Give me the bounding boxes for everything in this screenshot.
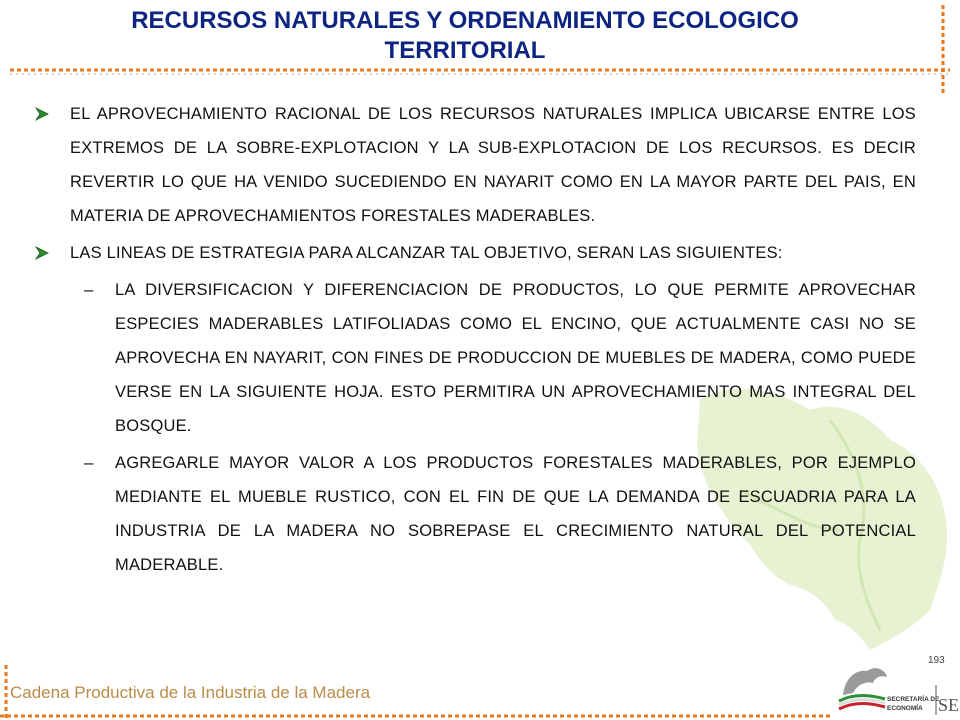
dash-marker: –: [84, 453, 94, 472]
sub-item: [34, 446, 916, 582]
sub-item-text: AGREGARLE MAYOR VALOR A LOS PRODUCTOS FORESTALES MADERABLES, POR EJEMPLO MEDIANTE EL MUEBLE RUSTICO, CON EL FIN DE QUE LA DEMANDA DE ESCUADRIA PARA LA INDUSTRIA DE LA MADERA NO SOBREPASE EL CRECIMIENTO NATURAL DEL POTENCIAL MADERABLE.: [115, 454, 916, 574]
logo-line2: ECONOMÍA: [887, 705, 923, 712]
footer-caption: Cadena Productiva de la Industria de la Madera: [10, 683, 371, 702]
dash-marker: –: [84, 280, 94, 299]
eagle-emblem-icon: [839, 668, 887, 709]
logo-mark: SE: [938, 695, 960, 715]
arrow-bullet-icon: [34, 245, 50, 261]
sub-item: [34, 273, 916, 443]
page-title: RECURSOS NATURALES Y ORDENAMIENTO ECOLOGICO TERRITORIAL: [131, 7, 799, 64]
sub-item-text: LA DIVERSIFICACION Y DIFERENCIACION DE PRODUCTOS, LO QUE PERMITE APROVECHAR ESPECIES MADERABLES LATIFOLIADAS COMO EL ENCINO, QUE ACTUALMENTE CASI NO SE APROVECHA EN NAYARIT, CON FINES DE PRODUCCION DE MUEBLES DE MADERA, COMO PUEDE VERSE EN LA SIGUIENTE HOJA. ESTO PERMITIRA UN APROVECHAMIENTO MAS INTEGRAL DEL BOSQUE.: [115, 281, 916, 435]
bullet-text: LAS LINEAS DE ESTRATEGIA PARA ALCANZAR TAL OBJETIVO, SERAN LAS SIGUIENTES:: [70, 244, 783, 262]
secretaria-economia-logo: [835, 655, 960, 717]
bullet-item: [34, 236, 916, 270]
content-body: [34, 97, 916, 585]
bullet-item: [34, 97, 916, 233]
bullet-text: EL APROVECHAMIENTO RACIONAL DE LOS RECURSOS NATURALES IMPLICA UBICARSE ENTRE LOS EXTREMOS DE LA SOBRE-EXPLOTACION Y LA SUB-EXPLOTACION DE LOS RECURSOS. ES DECIR REVERTIR LO QUE HA VENIDO SUCEDIENDO EN NAYARIT COMO EN LA MAYOR PARTE DEL PAIS, EN MATERIA DE APROVECHAMIENTOS FORESTALES MADERABLES.: [70, 105, 916, 225]
page-number: 193: [928, 655, 945, 666]
arrow-bullet-icon: [34, 106, 50, 122]
logo-line1: SECRETARÍA DE: [887, 696, 940, 703]
